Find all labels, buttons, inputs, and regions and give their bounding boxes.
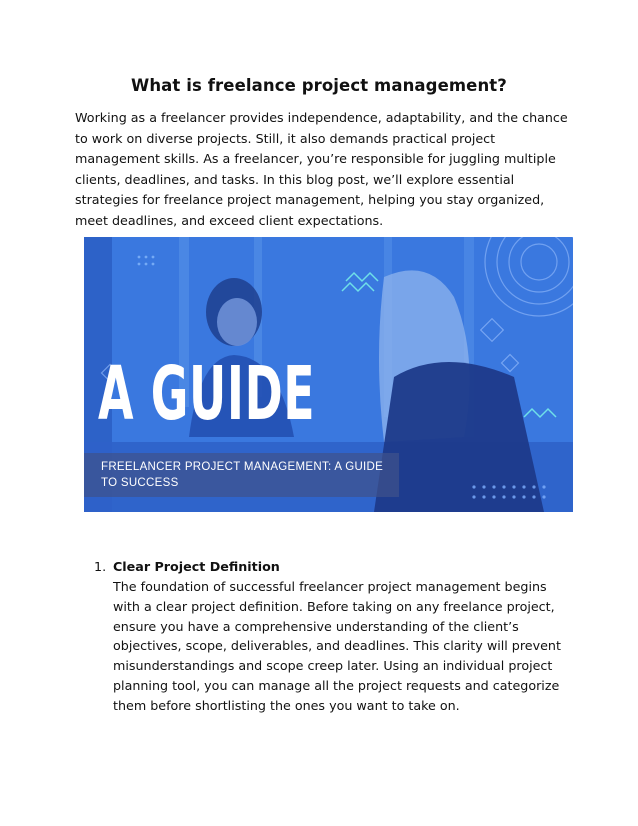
banner-headline: A GUIDE — [98, 351, 316, 437]
section-body: The foundation of successful freelancer project management begins with a clear project definition. Before taking on any freelance project, ensure you have a comprehensive understanding of the client’s objectives, scope, deliverables, and deadlines. This clarity will prevent misunderstandings and scope creep later. Using an individual project planning tool, you can manage all the project requests and categorize them before shortlisting the ones you want to take on. — [113, 579, 561, 713]
banner-caption-box — [84, 453, 399, 497]
banner-caption: FREELANCER PROJECT MANAGEMENT: A GUIDE TO SUCCESS — [101, 461, 384, 489]
section-heading: Clear Project Definition — [113, 559, 280, 574]
list-number: 1. — [94, 559, 107, 574]
intro-paragraph — [75, 108, 570, 231]
hero-banner-image — [84, 237, 573, 512]
page-title: What is freelance project management? — [131, 76, 507, 95]
intro-text: Working as a freelancer provides independence, adaptability, and the chance to work on diverse projects. Still, it also demands practical project management skills. As a freelancer, you’re responsible for juggling multiple clients, deadlines, and tasks. In this blog post, we’ll explore essential strategies for freelance project management, helping you stay organized, meet deadlines, and exceed client expectations. — [75, 110, 568, 228]
